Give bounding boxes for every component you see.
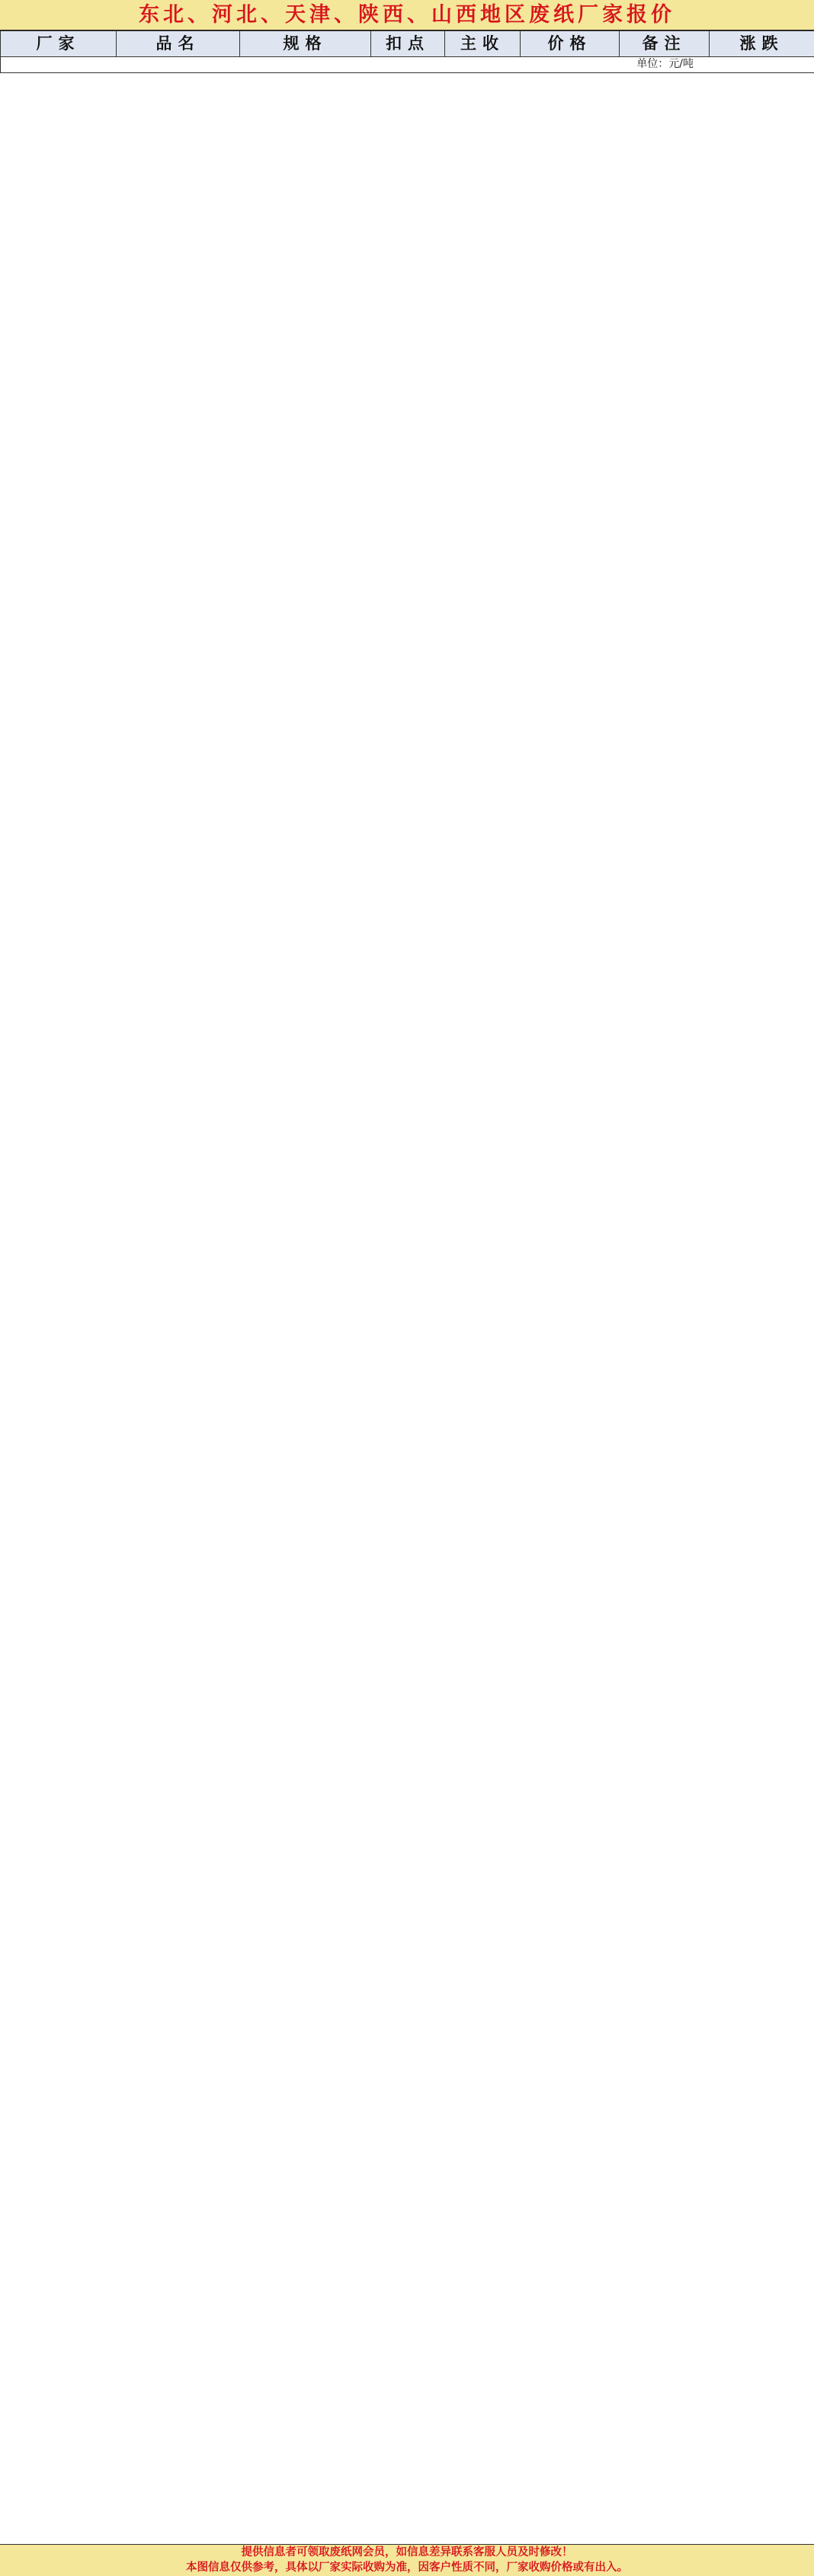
header-spec: 规格 xyxy=(240,31,371,57)
header-note: 备注 xyxy=(620,31,710,57)
header-main: 主收 xyxy=(445,31,521,57)
header-deduction: 扣点 xyxy=(371,31,445,57)
price-table xyxy=(0,30,814,73)
footer-line-1: 提供信息者可领取废纸网会员，如信息差异联系客服人员及时修改！ xyxy=(241,2546,573,2558)
unit-label: 单位：元/吨 xyxy=(1,57,814,73)
page-title: 东北、河北、天津、陕西、山西地区废纸厂家报价 xyxy=(0,0,814,30)
header-company: 厂家 xyxy=(1,31,117,57)
header-row xyxy=(1,31,814,57)
header-product: 品名 xyxy=(117,31,240,57)
header-change: 涨跌 xyxy=(710,31,814,57)
unit-row xyxy=(1,57,814,73)
header-price: 价格 xyxy=(521,31,620,57)
footer xyxy=(0,2544,814,2576)
footer-line-2: 本图信息仅供参考，具体以厂家实际收购为准，因客户性质不同，厂家收购价格或有出入。 xyxy=(186,2561,628,2574)
